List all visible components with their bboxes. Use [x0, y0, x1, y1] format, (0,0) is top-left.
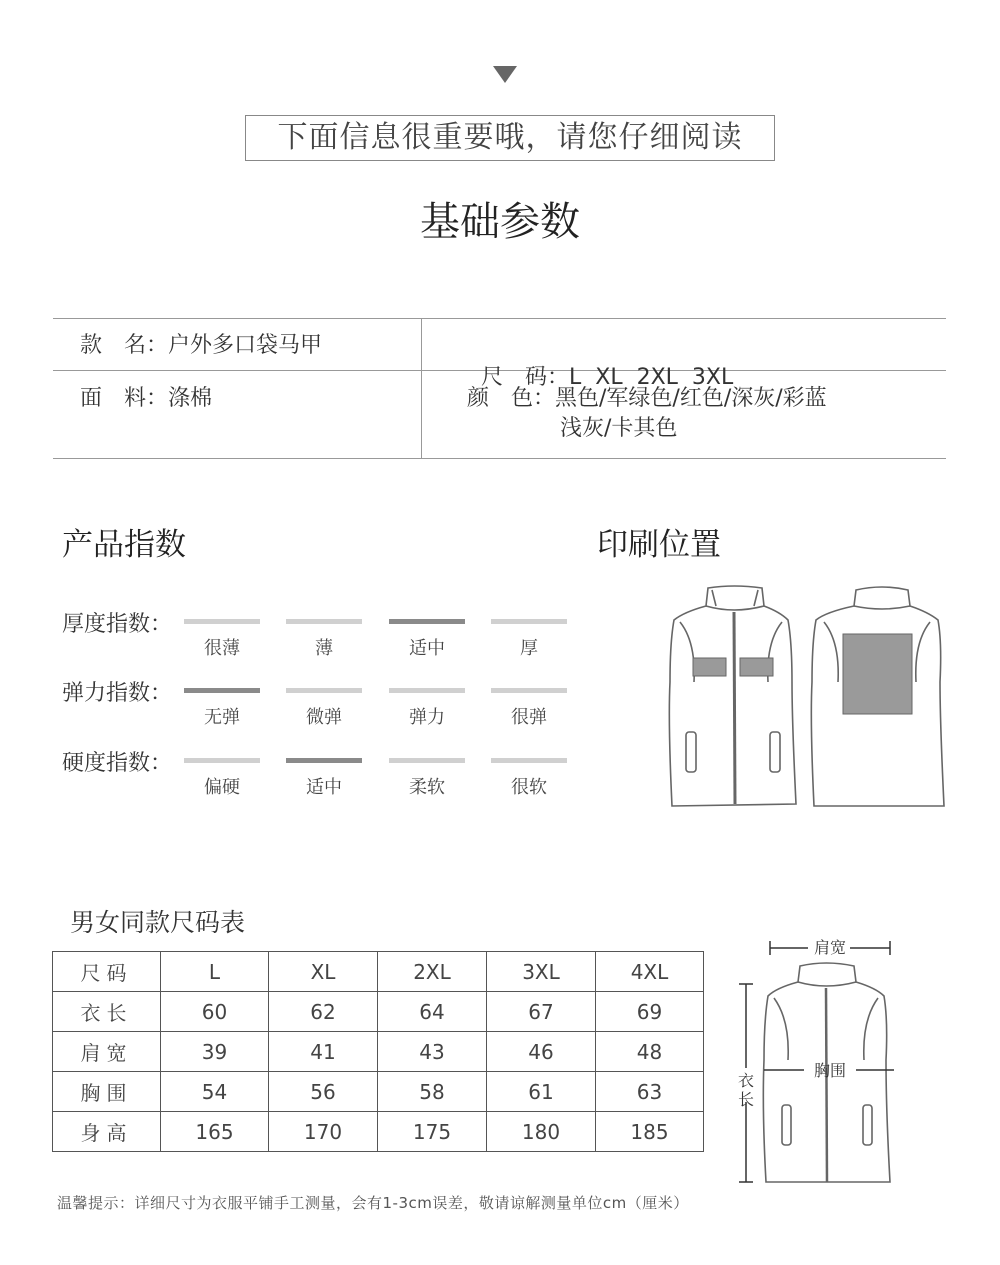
color-label: 颜 色：: [467, 386, 556, 411]
size-cell: 62: [269, 992, 378, 1032]
length-label-top: 衣: [737, 1071, 755, 1090]
index-level-label: 无弹: [204, 707, 240, 728]
vest-front-drawing: [669, 586, 796, 806]
index-level-label: 适中: [409, 638, 445, 659]
size-cell: 61: [487, 1072, 596, 1112]
style-label: 款 名：: [80, 333, 169, 358]
index-level-bar: [491, 619, 567, 624]
size-cell: 43: [378, 1032, 487, 1072]
size-chart-title: 男女同款尺码表: [70, 908, 246, 937]
size-cell: 69: [596, 992, 704, 1032]
size-row: [53, 1072, 704, 1112]
size-cell: 58: [378, 1072, 487, 1112]
size-cell: 48: [596, 1032, 704, 1072]
size-cell: 67: [487, 992, 596, 1032]
color-value-line1: 黑色/军绿色/红色/深灰/彩蓝: [555, 386, 827, 411]
product-index-title: 产品指数: [62, 527, 186, 563]
size-cell: 46: [487, 1032, 596, 1072]
size-header-cell: 尺码: [53, 952, 161, 992]
fabric-label: 面 料：: [80, 386, 169, 411]
style-name-row: [80, 331, 322, 361]
print-position-diagram: [660, 582, 950, 814]
index-level-label: 很薄: [204, 638, 240, 659]
back-print-area: [843, 634, 912, 714]
style-value: 户外多口袋马甲: [168, 333, 323, 358]
down-arrow-icon: [493, 66, 517, 83]
color-row: [467, 384, 827, 414]
index-level-bar: [184, 688, 260, 693]
size-row-label: 肩宽: [53, 1032, 161, 1072]
index-level-bar: [286, 619, 362, 624]
size-cell: 165: [161, 1112, 269, 1152]
index-level-bar: [491, 688, 567, 693]
index-level-label: 厚: [520, 638, 538, 659]
size-row-label: 身高: [53, 1112, 161, 1152]
size-cell: 60: [161, 992, 269, 1032]
index-level-label: 柔软: [409, 777, 445, 798]
index-row-label: 硬度指数：: [62, 751, 173, 776]
index-level-bar: [286, 758, 362, 763]
size-cell: 39: [161, 1032, 269, 1072]
fabric-row: [80, 384, 212, 414]
index-level-bar: [491, 758, 567, 763]
index-level-bar: [389, 688, 465, 693]
index-level-label: 很软: [511, 777, 547, 798]
size-cell: 63: [596, 1072, 704, 1112]
index-level-label: 适中: [306, 777, 342, 798]
params-top-divider: [53, 318, 946, 319]
size-header-cell: 2XL: [378, 952, 487, 992]
index-level-label: 微弹: [306, 707, 342, 728]
size-row: [53, 1032, 704, 1072]
front-print-area-left: [693, 658, 726, 676]
measurement-tip: 温馨提示：详细尺寸为衣服平铺手工测量，会有1-3cm误差，敬请谅解测量单位cm（厘米）: [57, 1194, 689, 1212]
index-level-bar: [389, 619, 465, 624]
color-value-line2: 浅灰/卡其色: [560, 416, 678, 441]
index-level-bar: [286, 688, 362, 693]
index-level-label: 很弹: [511, 707, 547, 728]
size-cell: 41: [269, 1032, 378, 1072]
size-row: [53, 1112, 704, 1152]
front-print-area-right: [740, 658, 773, 676]
length-label-bottom: 长: [737, 1090, 755, 1109]
size-value: L XL 2XL 3XL: [569, 365, 734, 390]
size-row-label: 胸围: [53, 1072, 161, 1112]
size-header-row: [53, 952, 704, 992]
shoulder-label: 肩宽: [813, 938, 847, 957]
size-cell: 64: [378, 992, 487, 1032]
fabric-value: 涤棉: [168, 386, 213, 411]
measurement-diagram: [730, 930, 910, 1190]
chest-label: 胸围: [813, 1061, 847, 1080]
size-row: [53, 992, 704, 1032]
notice-box: 下面信息很重要哦，请您仔细阅读: [245, 115, 775, 161]
size-cell: 170: [269, 1112, 378, 1152]
size-cell: 175: [378, 1112, 487, 1152]
size-chart-table: [52, 951, 704, 1152]
index-level-label: 薄: [315, 638, 333, 659]
index-level-bar: [389, 758, 465, 763]
size-cell: 56: [269, 1072, 378, 1112]
size-cell: 54: [161, 1072, 269, 1112]
params-bottom-divider: [53, 458, 946, 459]
size-cell: 185: [596, 1112, 704, 1152]
size-header-cell: 4XL: [596, 952, 704, 992]
index-level-bar: [184, 619, 260, 624]
size-header-cell: XL: [269, 952, 378, 992]
size-header-cell: 3XL: [487, 952, 596, 992]
size-header-cell: L: [161, 952, 269, 992]
index-row-label: 厚度指数：: [62, 612, 173, 637]
params-column-divider: [421, 318, 422, 459]
index-row-label: 弹力指数：: [62, 681, 173, 706]
index-level-label: 偏硬: [204, 777, 240, 798]
index-level-label: 弹力: [409, 707, 445, 728]
index-level-bar: [184, 758, 260, 763]
size-cell: 180: [487, 1112, 596, 1152]
print-position-title: 印刷位置: [597, 527, 721, 563]
size-label: 尺 码：: [481, 365, 570, 390]
page-title: 基础参数: [420, 199, 580, 245]
size-row-label: 衣长: [53, 992, 161, 1032]
